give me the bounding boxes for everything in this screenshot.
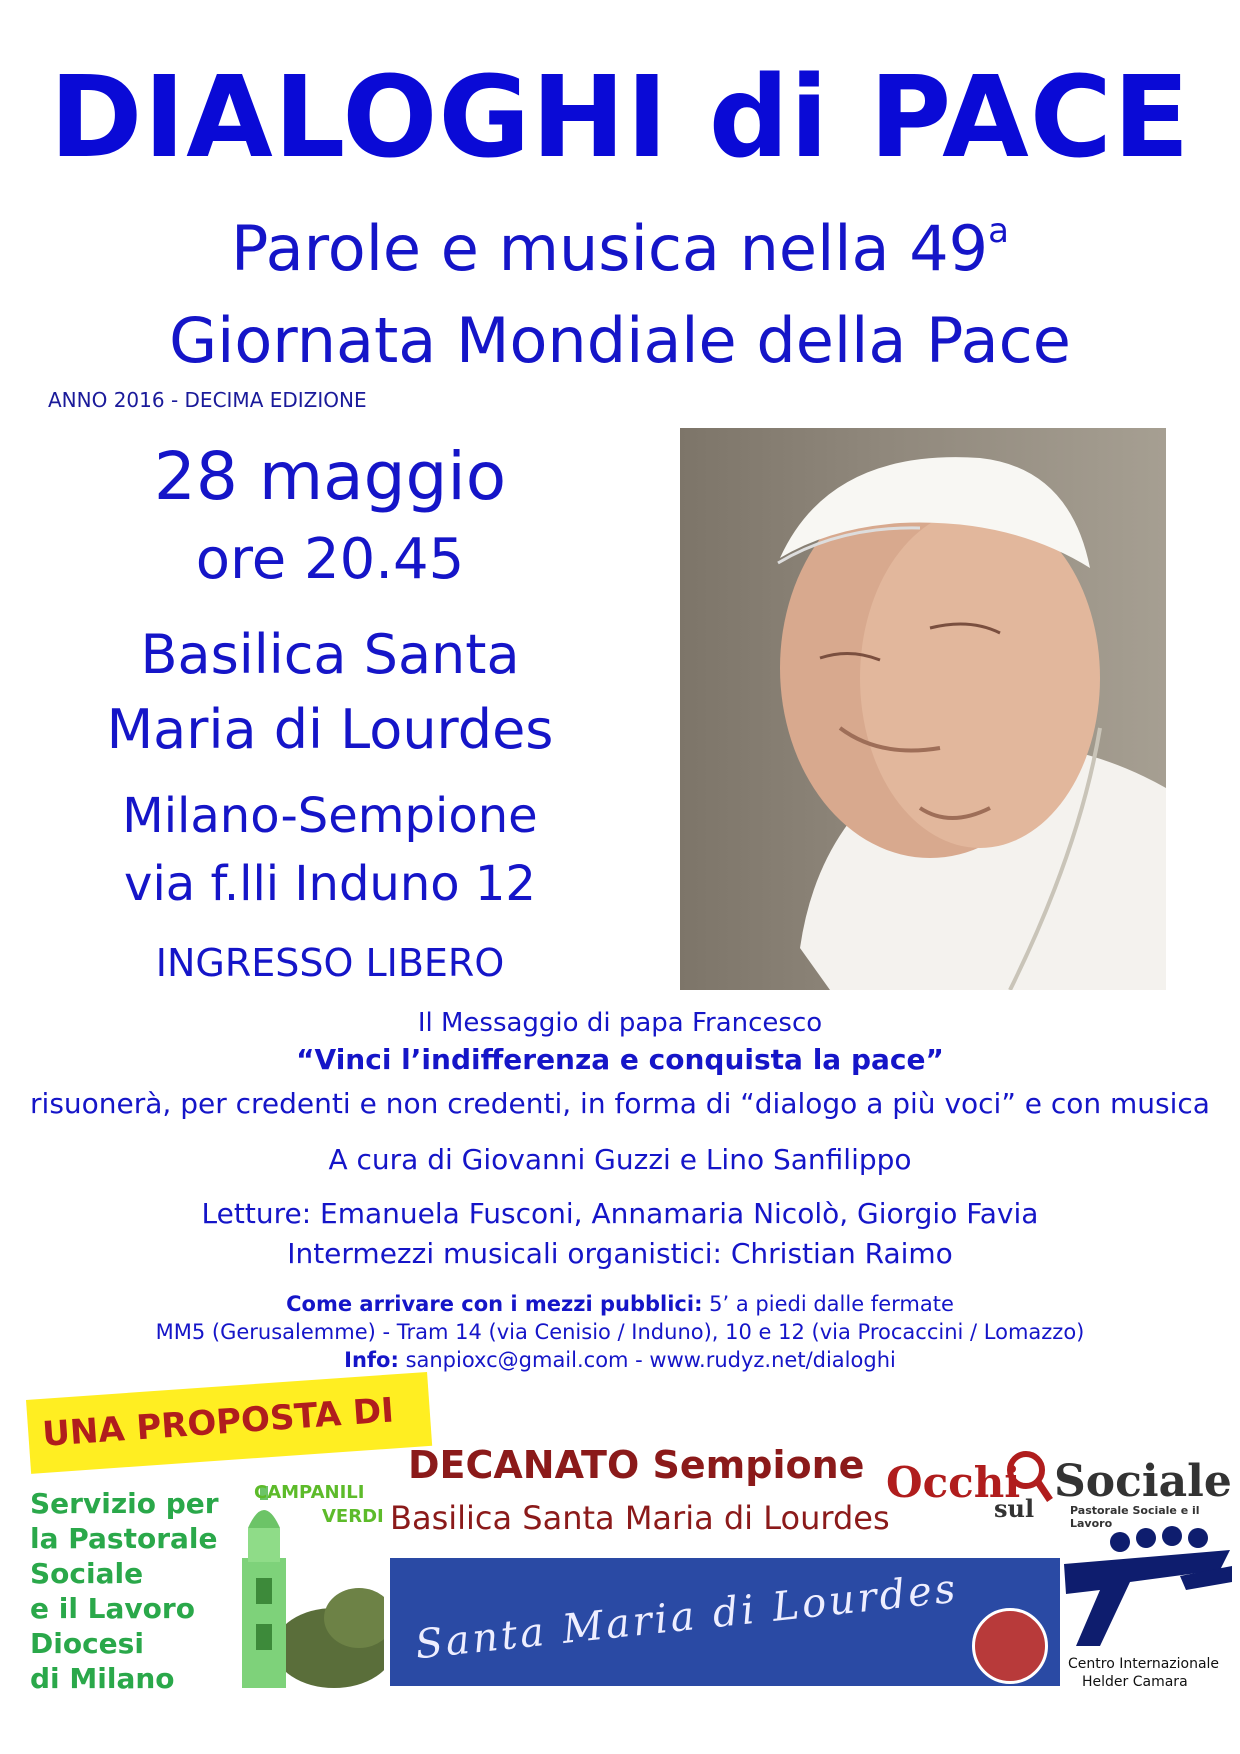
servizio-line: la Pastorale	[30, 1522, 218, 1555]
helder-camara-logo	[1060, 1520, 1240, 1690]
transport-walk: 5’ a piedi dalle fermate	[702, 1292, 954, 1316]
camara-label-line1: Centro Internazionale	[1068, 1656, 1220, 1672]
subtitle-text: Parole e musica nella 49	[231, 212, 989, 285]
pope-portrait-image	[680, 428, 1166, 990]
venue-line1: Basilica Santa	[140, 623, 520, 686]
campanili-verdi-logo	[224, 1478, 384, 1688]
servizio-line: Sociale	[30, 1557, 144, 1590]
santa-maria-banner	[390, 1558, 1060, 1686]
message-intro: Il Messaggio di papa Francesco	[417, 1008, 823, 1038]
info-label: Info:	[344, 1348, 399, 1372]
subtitle-ordinal: a	[988, 211, 1009, 251]
servizio-pastorale-text	[30, 1486, 220, 1696]
proposal-banner	[26, 1372, 432, 1474]
poster-title: DIALOGHI di PACE	[49, 53, 1191, 183]
event-address: via f.lli Induno 12	[124, 856, 536, 912]
music-credits: Intermezzi musicali organistici: Christian Raimo	[287, 1237, 953, 1270]
free-entry-label: INGRESSO LIBERO	[155, 941, 505, 985]
proposal-label: UNA PROPOSTA DI	[41, 1390, 396, 1455]
occhi-word: Occhi	[886, 1458, 1021, 1507]
readings-credits: Letture: Emanuela Fusconi, Annamaria Nicolò, Giorgio Favia	[201, 1197, 1039, 1230]
people-icon	[1060, 1520, 1240, 1650]
curated-by: A cura di Giovanni Guzzi e Lino Sanfilippo	[328, 1143, 912, 1176]
event-city: Milano-Sempione	[122, 788, 538, 844]
parish-seal-icon	[972, 1608, 1048, 1684]
event-time: ore 20.45	[195, 527, 465, 592]
portrait-illustration	[680, 428, 1166, 990]
transport-label: Come arrivare con i mezzi pubblici:	[286, 1292, 703, 1316]
contact-info	[0, 1350, 1240, 1371]
campanili-label: CAMPANILI	[254, 1482, 365, 1503]
sociale-word: Sociale	[1054, 1456, 1232, 1507]
servizio-line: Diocesi	[30, 1627, 144, 1660]
info-value: sanpioxc@gmail.com - www.rudyz.net/dialoghi	[398, 1348, 896, 1372]
occhi-sul-sociale-logo	[886, 1440, 1232, 1530]
camara-label-line2: Helder Camara	[1082, 1674, 1188, 1690]
decanato-label: DECANATO Sempione	[408, 1443, 865, 1487]
venue-line2: Maria di Lourdes	[106, 698, 554, 761]
transport-lines: MM5 (Gerusalemme) - Tram 14 (via Cenisio / Induno), 10 e 12 (via Procaccini / Lomazzo)	[155, 1320, 1085, 1344]
message-description: risuonerà, per credenti e non credenti, in forma di “dialogo a più voci” e con musica	[30, 1087, 1210, 1120]
verdi-label: VERDI	[322, 1506, 384, 1527]
occhi-tagline: Pastorale Sociale e il Lavoro	[1070, 1504, 1200, 1530]
event-date: 28 maggio	[153, 438, 507, 515]
servizio-line: e il Lavoro	[30, 1592, 195, 1625]
poster-subtitle-line1	[0, 211, 1240, 285]
servizio-line: di Milano	[30, 1662, 175, 1695]
edition-label: ANNO 2016 - DECIMA EDIZIONE	[48, 388, 367, 412]
basilica-label: Basilica Santa Maria di Lourdes	[390, 1499, 890, 1537]
poster-subtitle-line2: Giornata Mondiale della Pace	[169, 304, 1071, 377]
servizio-line: Servizio per	[30, 1487, 219, 1520]
message-quote: “Vinci l’indifferenza e conquista la pace”	[296, 1043, 944, 1076]
banner-text: Santa Maria di Lourdes	[413, 1565, 961, 1669]
sul-word: sul	[994, 1494, 1035, 1523]
transport-heading	[0, 1294, 1240, 1315]
